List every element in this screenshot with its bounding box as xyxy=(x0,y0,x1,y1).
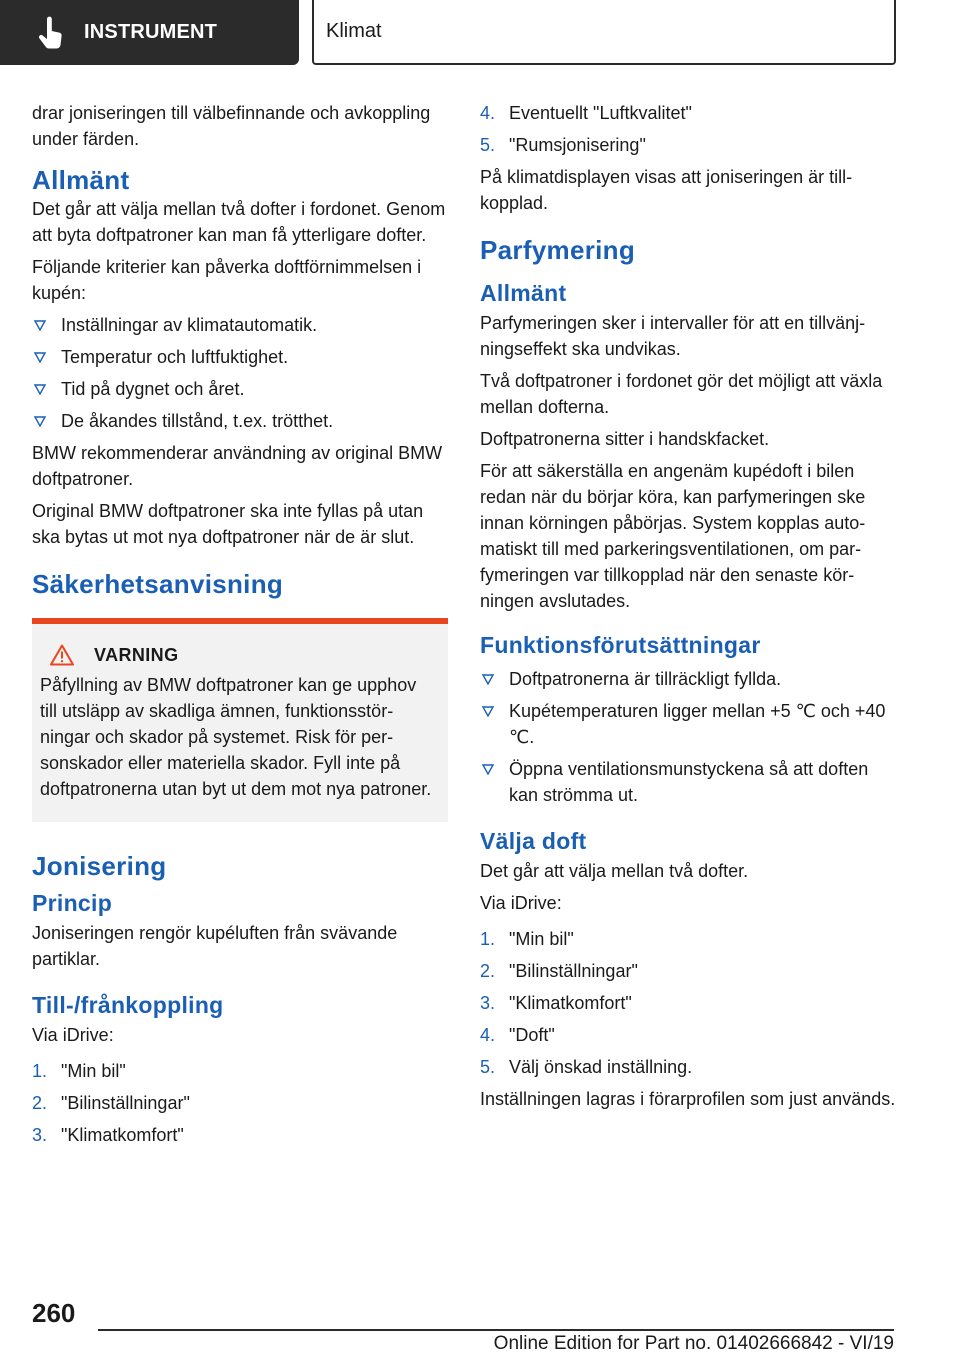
warning-text: Påfyllning av BMW doftpatroner kan ge upphov till utsläpp av skadliga ämnen, funktionsstörningar och skador på systemet. Risk för personskador eller materiella skador. Fyll inte på doftpatronerna utan byt ut dem mot nya patroner. xyxy=(40,675,432,799)
paragraph: drar joniseringen till välbefinnande och avkoppling under färden. xyxy=(32,103,431,149)
triangle-bullet-icon xyxy=(34,320,46,331)
list-item: 2. "Bilinställningar" xyxy=(480,961,638,981)
heading-valja-doft: Välja doft xyxy=(480,828,587,854)
step-list xyxy=(32,1058,448,1148)
triangle-bullet-icon xyxy=(34,384,46,395)
heading-funktionsforutsattningar: Funktionsförutsättningar xyxy=(480,632,761,658)
hand-pointer-icon xyxy=(36,16,66,50)
list-item: 2. "Bilinställningar" xyxy=(32,1093,190,1113)
list-item: Inställningar av klimatautomatik. xyxy=(32,312,448,338)
paragraph: Det går att välja mellan två dofter. xyxy=(480,861,749,881)
list-item: 1. "Min bil" xyxy=(480,929,574,949)
list-item: Kupétemperaturen ligger mellan +5 ℃ och +40 ℃. xyxy=(480,698,896,750)
right-column xyxy=(480,100,896,1118)
chapter-tab xyxy=(0,0,299,65)
heading-parfymering: Parfymering xyxy=(480,235,636,265)
paragraph: Följande kriterier kan påverka doftförnimmelsen i kupén: xyxy=(32,257,422,303)
warning-box xyxy=(32,618,448,822)
heading-princip: Princip xyxy=(32,890,113,916)
list-item: 4. Eventuellt "Luftkvalitet" xyxy=(480,103,692,123)
paragraph: Parfymeringen sker i intervaller för att en tillvänjningseffekt ska undvikas. xyxy=(480,313,866,359)
warning-header xyxy=(40,642,436,668)
list-item: Öppna ventilationsmunstyckena så att doften kan strömma ut. xyxy=(480,756,896,808)
requirements-list xyxy=(480,666,896,808)
paragraph: Det går att välja mellan två dofter i fordonet. Genom att byta doftpatroner kan man få ytterligare dofter. xyxy=(32,199,446,245)
section-title: Klimat xyxy=(326,20,382,42)
list-item: 4. "Doft" xyxy=(480,1025,555,1045)
list-item: 3. "Klimatkomfort" xyxy=(32,1125,184,1145)
list-item: Doftpatronerna är tillräckligt fyllda. xyxy=(480,666,896,692)
list-item: Tid på dygnet och året. xyxy=(32,376,448,402)
heading-jonisering: Jonisering xyxy=(32,851,167,881)
footer-edition: Online Edition for Part no. 01402666842 - VI/19 xyxy=(493,1333,894,1354)
list-item: De åkandes tillstånd, t.ex. trötthet. xyxy=(32,408,448,434)
heading-allmant: Allmänt xyxy=(480,280,567,306)
triangle-bullet-icon xyxy=(482,764,494,775)
step-list xyxy=(480,926,896,1080)
section-tab xyxy=(312,0,896,65)
paragraph: Inställningen lagras i förarprofilen som just används. xyxy=(480,1089,896,1109)
list-item: 3. "Klimatkomfort" xyxy=(480,993,632,1013)
left-column xyxy=(32,100,448,1154)
triangle-bullet-icon xyxy=(34,416,46,427)
paragraph: Två doftpatroner i fordonet gör det möjligt att växla mellan dofterna. xyxy=(480,371,883,417)
paragraph: BMW rekommenderar användning av original BMW doftpatroner. xyxy=(32,443,443,489)
warning-title: VARNING xyxy=(94,645,179,665)
criteria-list xyxy=(32,312,448,434)
paragraph: Doftpatronerna sitter i handskfacket. xyxy=(480,429,770,449)
paragraph: Original BMW doftpatroner ska inte fyllas på utan ska bytas ut mot nya doftpatroner när de är slut. xyxy=(32,501,424,547)
heading-sakerhetsanvisning: Säkerhetsanvisning xyxy=(32,569,284,599)
step-list xyxy=(480,100,896,158)
list-item: 5. Välj önskad inställning. xyxy=(480,1057,693,1077)
page-number: 260 xyxy=(32,1298,76,1328)
paragraph: Via iDrive: xyxy=(480,893,562,913)
heading-till-frankoppling: Till-/frånkoppling xyxy=(32,992,224,1018)
triangle-bullet-icon xyxy=(482,674,494,685)
list-item: Temperatur och luftfuktighet. xyxy=(32,344,448,370)
list-item: 1. "Min bil" xyxy=(32,1061,126,1081)
paragraph: Joniseringen rengör kupéluften från svävande partiklar. xyxy=(32,923,398,969)
warning-triangle-icon xyxy=(50,644,74,666)
footer-divider xyxy=(98,1329,894,1331)
chapter-title: INSTRUMENT xyxy=(84,21,218,43)
heading-allmant: Allmänt xyxy=(32,165,130,195)
paragraph: Via iDrive: xyxy=(32,1025,114,1045)
list-item: 5. "Rumsjonisering" xyxy=(480,135,646,155)
paragraph: För att säkerställa en angenäm kupédoft i bilen redan när du börjar köra, kan parfymeringen ske innan körningen påbörjas. System kopplas automatiskt till med parkeringsventilationen, om parfymeringen var tillkopplad när den senaste körningen avslutades. xyxy=(480,461,866,611)
triangle-bullet-icon xyxy=(482,706,494,717)
triangle-bullet-icon xyxy=(34,352,46,363)
paragraph: På klimatdisplayen visas att joniseringen är tillkopplad. xyxy=(480,167,853,213)
